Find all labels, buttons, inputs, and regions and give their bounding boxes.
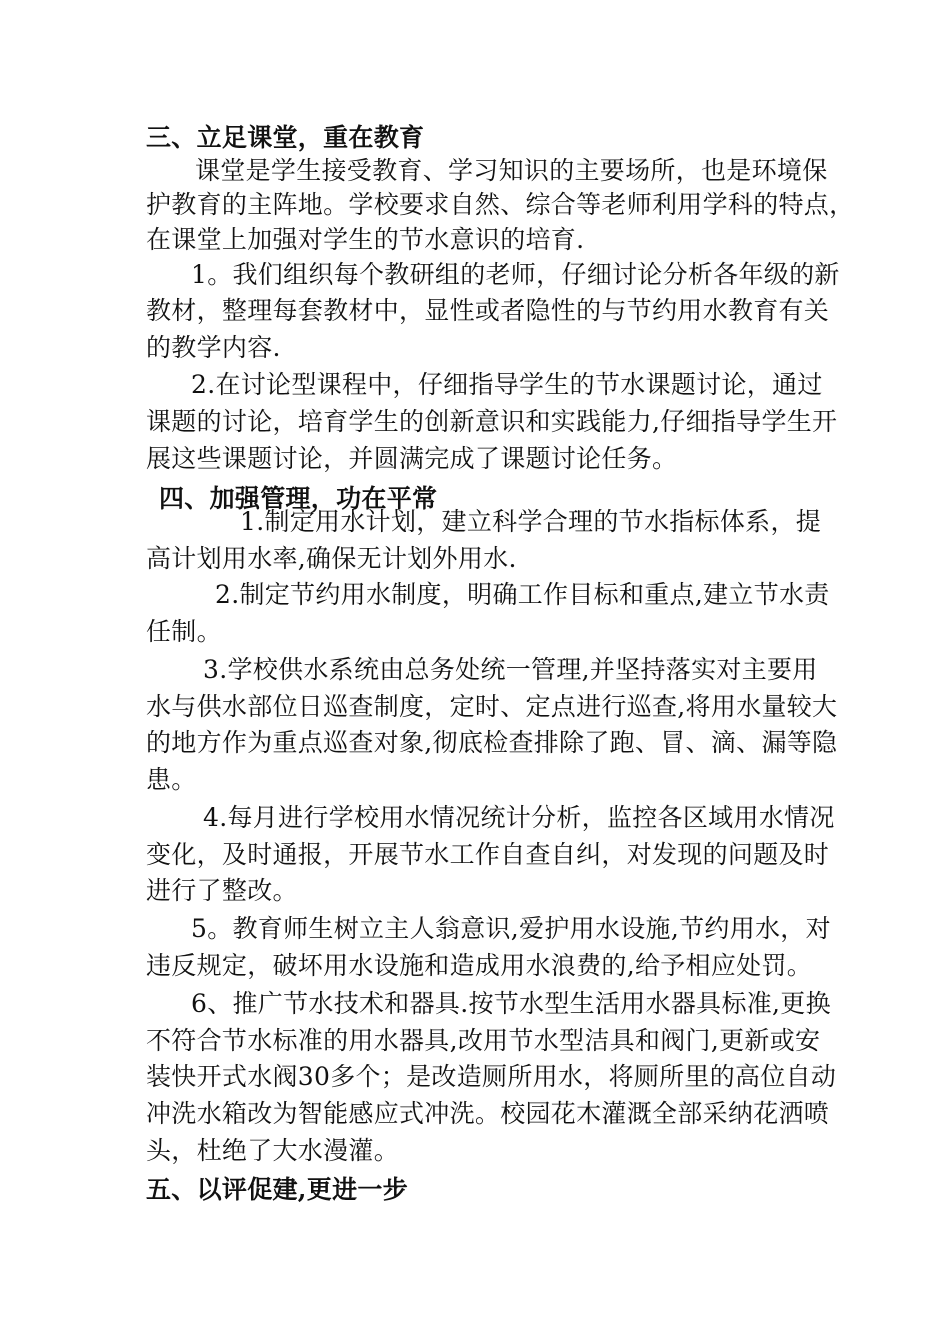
paragraph-line: 的地方作为重点巡查对象,彻底检查排除了跑、冒、滴、漏等隐 [146,728,838,757]
paragraph-line: 头，杜绝了大水漫灌。 [146,1136,400,1165]
paragraph-line: 课题的讨论，培育学生的创新意识和实践能力,仔细指导学生开 [146,407,838,436]
section-heading-4: 四、加强管理，功在平常 [159,484,438,513]
paragraph-line: 在课堂上加强对学生的节水意识的培育. [146,225,585,254]
paragraph-line: 高计划用水率,确保无计划外用水. [146,544,517,573]
paragraph-line: 不符合节水标准的用水器具,改用节水型洁具和阀门,更新或安 [146,1026,821,1055]
paragraph-line: 变化，及时通报，开展节水工作自查自纠，对发现的问题及时 [146,840,830,869]
paragraph-line: 任制。 [146,617,222,646]
paragraph-line: 6、推广节水技术和器具.按节水型生活用水器具标准,更换 [191,989,831,1018]
paragraph-line: 装快开式水阀30多个；是改造厕所用水，将厕所里的高位自动 [146,1062,837,1091]
paragraph-line: 护教育的主阵地。学校要求自然、综合等老师利用学科的特点， [146,190,855,219]
paragraph-line: 教材，整理每套教材中，显性或者隐性的与节约用水教育有关 [146,296,830,325]
paragraph-line: 违反规定，破坏用水设施和造成用水浪费的,给予相应处罚。 [146,951,813,980]
paragraph-line: 5。教育师生树立主人翁意识,爱护用水设施,节约用水，对 [191,914,831,943]
paragraph-line: 2.在讨论型课程中，仔细指导学生的节水课题讨论，通过 [191,370,823,399]
paragraph-line: 1.制定用水计划，建立科学合理的节水指标体系，提 [240,507,822,536]
paragraph-line: 课堂是学生接受教育、学习知识的主要场所，也是环境保 [195,156,828,185]
paragraph-line: 进行了整改。 [146,876,298,905]
paragraph-line: 患。 [146,765,197,794]
section-heading-3: 三、立足课堂，重在教育 [146,123,425,152]
paragraph-line: 1。我们组织每个教研组的老师，仔细讨论分析各年级的新 [191,260,840,289]
section-heading-5: 五、以评促建,更进一步 [146,1175,409,1204]
paragraph-line: 冲洗水箱改为智能感应式冲洗。校园花木灌溉全部采纳花洒喷 [146,1099,830,1128]
paragraph-line: 的教学内容. [146,333,281,362]
paragraph-line: 3.学校供水系统由总务处统一管理,并坚持落实对主要用 [203,655,818,684]
paragraph-line: 2.制定节约用水制度，明确工作目标和重点,建立节水责 [215,580,830,609]
paragraph-line: 4.每月进行学校用水情况统计分析，监控各区域用水情况 [203,803,835,832]
paragraph-line: 水与供水部位日巡查制度，定时、定点进行巡查,将用水量较大 [146,692,838,721]
paragraph-line: 展这些课题讨论，并圆满完成了课题讨论任务。 [146,444,678,473]
